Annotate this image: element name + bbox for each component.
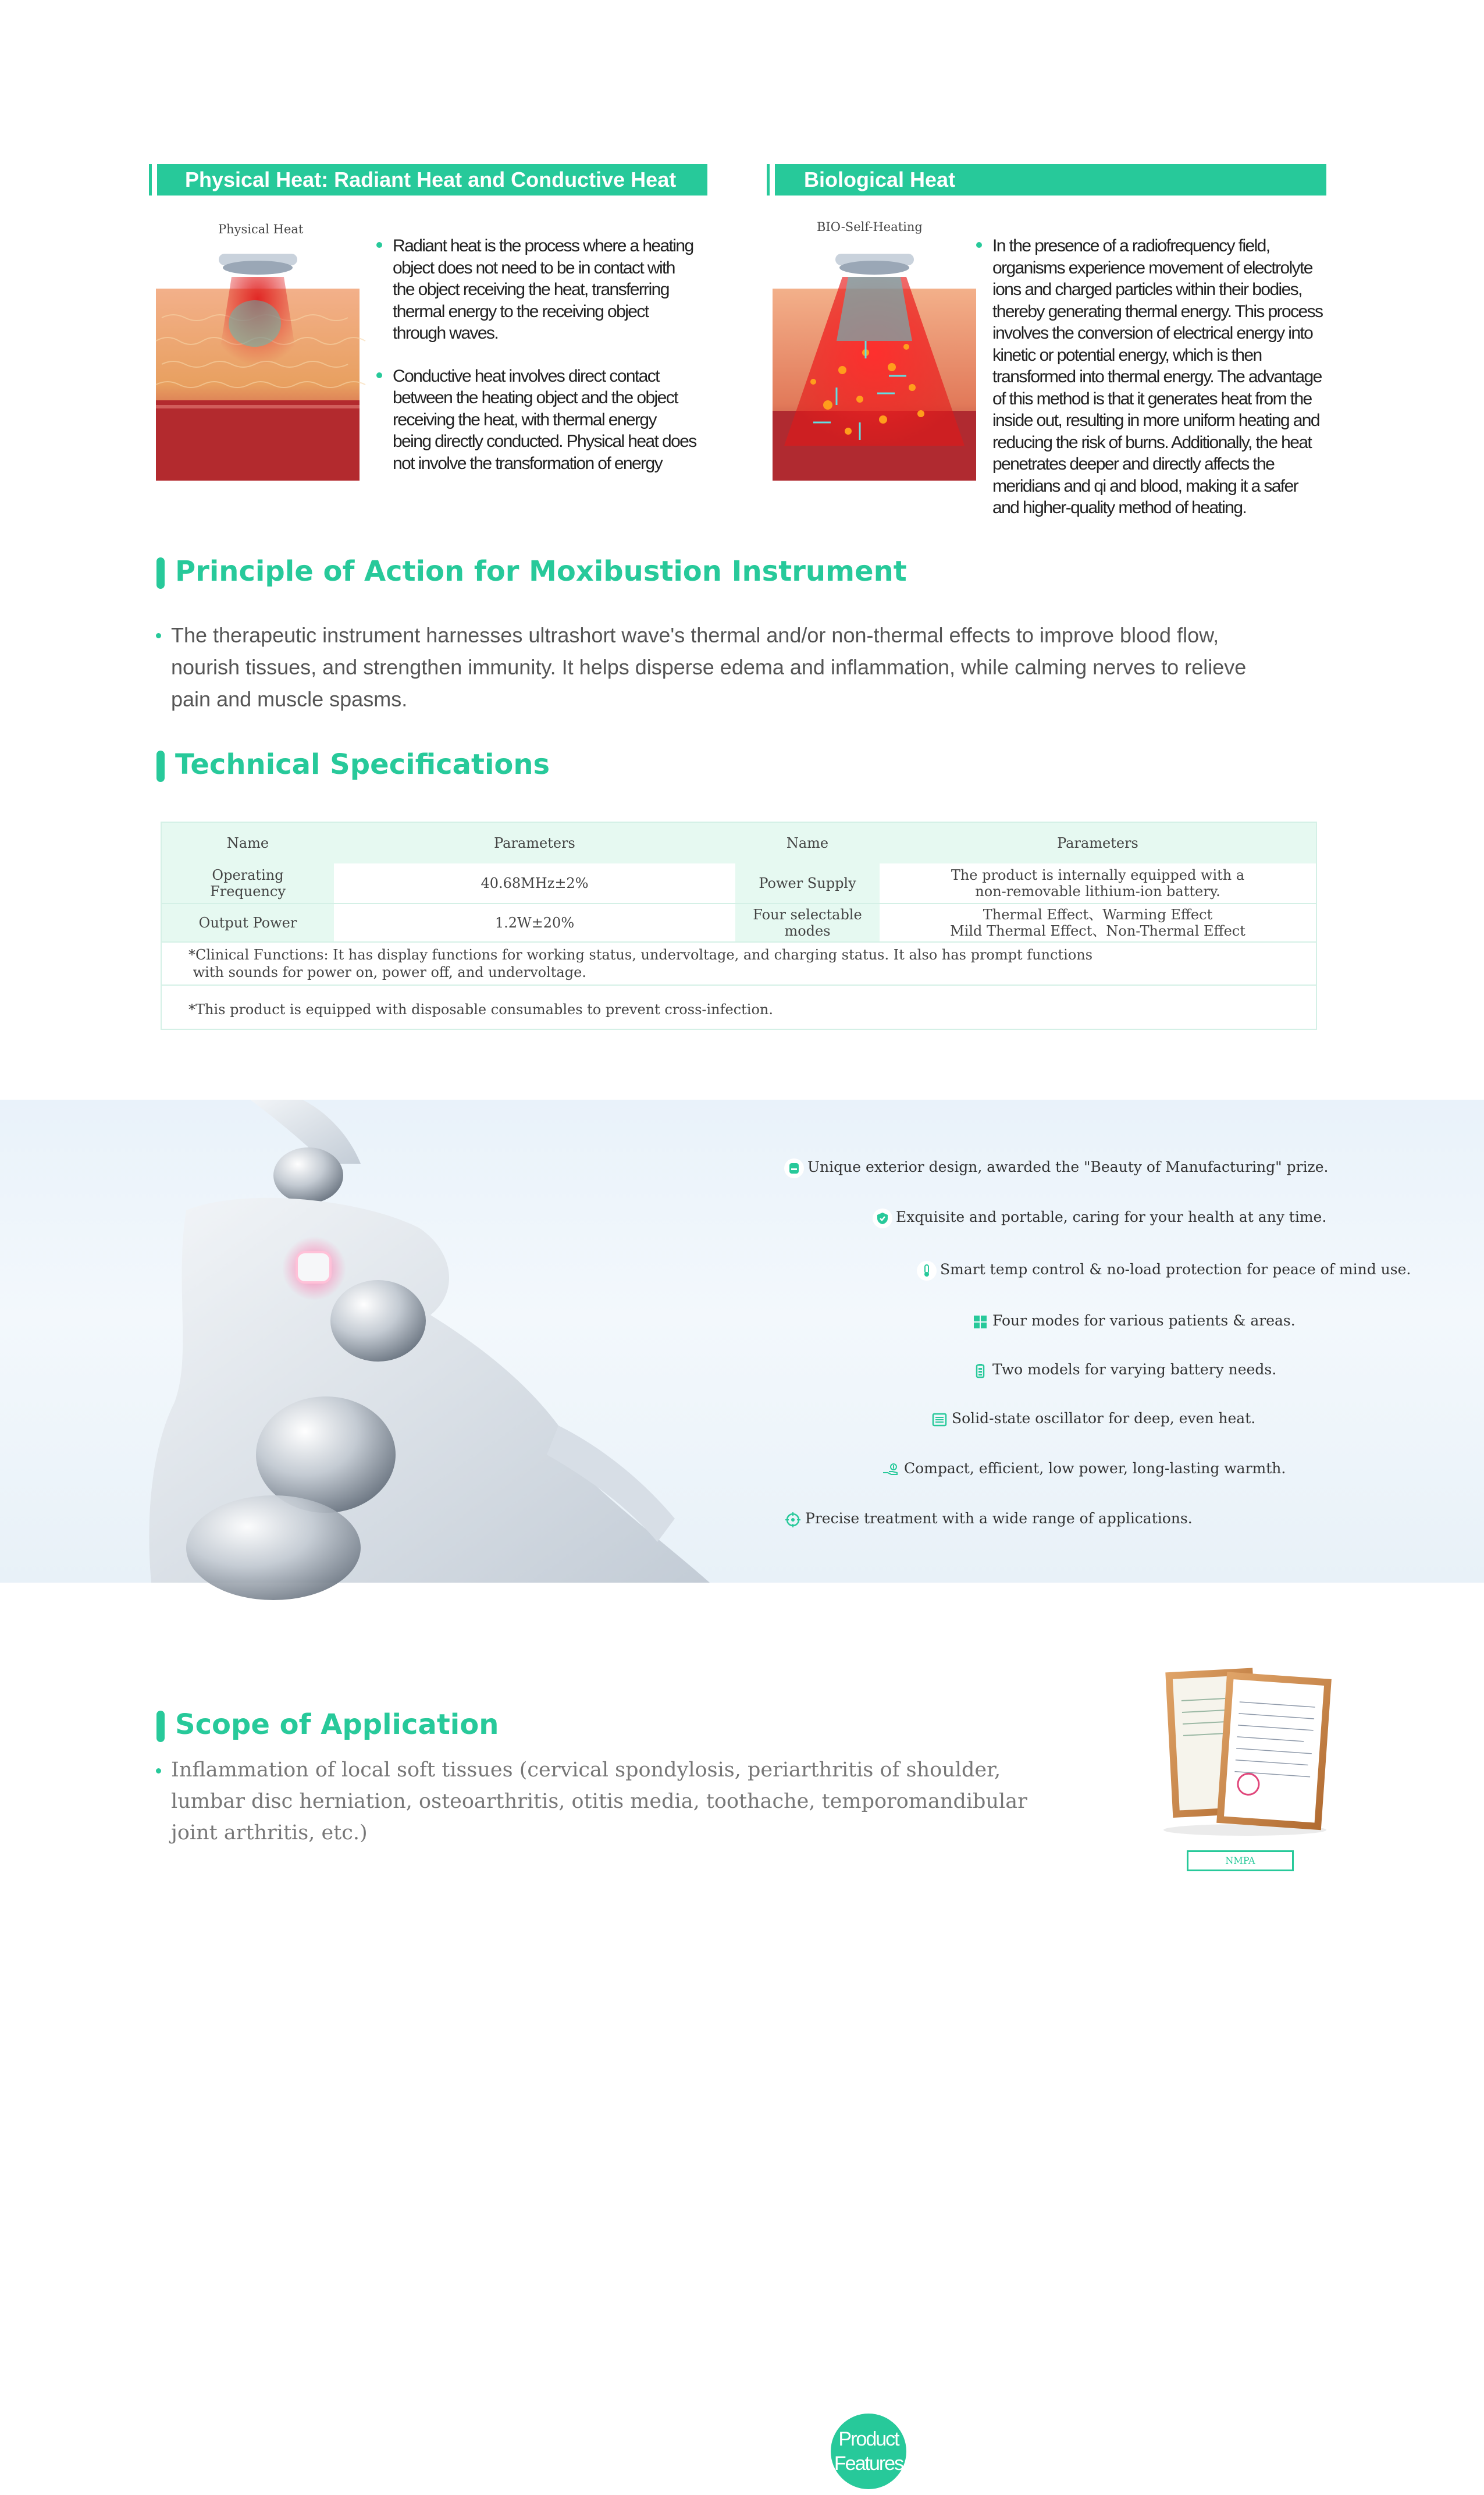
spec-row-value <box>880 904 1316 941</box>
text-line: thermal energy to the receiving object <box>393 301 649 321</box>
spec-row-name: Power Supply <box>735 863 880 903</box>
text-line: involves the conversion of electrical energy into <box>992 324 1313 343</box>
bullet-dot <box>376 242 382 248</box>
conductive-heat-bullet <box>393 365 707 475</box>
text-line: Features <box>834 2453 903 2475</box>
feature-text: Precise treatment with a wide range of applications. <box>805 1510 1193 1527</box>
text-line: not involve the transformation of energy <box>393 453 662 473</box>
text-line: object does not need to be in contact with <box>393 258 675 278</box>
text-line: Operating <box>212 867 284 883</box>
physical-heat-bullets <box>393 235 707 474</box>
text-line: receiving the heat, with thermal energy <box>393 410 656 429</box>
thermometer-icon <box>917 1261 937 1281</box>
principle-paragraph <box>171 619 1334 715</box>
biological-heat-caption: BIO-Self-Heating <box>817 220 923 234</box>
biological-heat-text <box>992 235 1336 519</box>
text-line: Radiant heat is the process where a heating <box>393 236 693 255</box>
spec-row-name: Output Power <box>162 904 334 941</box>
text-line: nourish tissues, and strengthen immunity. It helps disperse edema and inflammation, while calming nerves to relieve <box>171 655 1247 679</box>
bullet-dot <box>376 372 382 378</box>
feature-text: Four modes for various patients & areas. <box>992 1312 1296 1329</box>
shield-check-icon <box>873 1209 892 1228</box>
text-line: thereby generating thermal energy. This process <box>992 301 1323 321</box>
feature-item <box>973 1358 1276 1381</box>
text-line: penetrates deeper and directly affects the <box>992 454 1275 474</box>
text-line: *Clinical Functions: It has display functions for working status, undervoltage, and charging status. It also has prompt functions <box>188 947 1093 963</box>
text-line: with sounds for power on, power off, and undervoltage. <box>188 964 586 980</box>
feature-text: Compact, efficient, low power, long-lasting warmth. <box>904 1460 1286 1477</box>
nmpa-label: NMPA <box>1187 1850 1294 1871</box>
heading-bar <box>156 751 165 782</box>
feature-item <box>882 1457 1286 1480</box>
text-line: reducing the risk of burns. Additionally, the heat <box>992 432 1312 452</box>
table-divider <box>162 985 1316 986</box>
text-line: The product is internally equipped with a <box>951 867 1245 883</box>
spec-header-name: Name <box>735 823 880 863</box>
text-line: between the heating object and the object <box>393 388 678 407</box>
feature-text: Two models for varying battery needs. <box>992 1361 1277 1378</box>
product-features-badge <box>825 2408 912 2495</box>
text-line: pain and muscle spasms. <box>171 687 408 711</box>
bullet-dot <box>976 242 982 248</box>
text-line: Product <box>838 2428 899 2450</box>
physical-heat-banner <box>157 164 707 196</box>
text-line: meridians and qi and blood, making it a safer <box>992 476 1298 496</box>
spec-row-value <box>880 863 1316 903</box>
target-icon <box>785 1512 800 1527</box>
robot-figure-illustration <box>0 1100 756 1583</box>
clinical-functions-note <box>188 946 1293 981</box>
grid-icon <box>973 1314 988 1330</box>
feature-item <box>785 1507 1193 1530</box>
text-line: lumbar disc herniation, osteoarthritis, otitis media, toothache, temporomandibular <box>171 1790 1027 1813</box>
text-line: Thermal Effect、Warming Effect <box>983 907 1213 923</box>
text-line: ions and charged particles within their bodies, <box>992 280 1302 299</box>
feature-item <box>784 1156 1328 1179</box>
heading-bar <box>156 557 165 589</box>
feature-item <box>917 1258 1411 1281</box>
spec-header-parameters: Parameters <box>334 823 735 863</box>
biological-heat-illustration <box>773 254 976 481</box>
feature-item <box>932 1407 1255 1430</box>
text-line: The therapeutic instrument harnesses ultrashort wave's thermal and/or non-thermal effects to improve blood flow, <box>171 623 1219 647</box>
banner-tick <box>149 164 152 196</box>
consumables-note: *This product is equipped with disposable consumables to prevent cross-infection. <box>188 1001 774 1018</box>
battery-icon <box>973 1363 988 1378</box>
text-line: Four selectable <box>753 907 862 923</box>
text-line: being directly conducted. Physical heat does <box>393 432 696 451</box>
text-line: Conductive heat involves direct contact <box>393 366 659 386</box>
nmpa-certificate-image <box>1163 1664 1355 1839</box>
text-line: non-removable lithium-ion battery. <box>975 883 1220 900</box>
feature-text: Smart temp control & no-load protection for peace of mind use. <box>940 1261 1411 1278</box>
principle-heading: Principle of Action for Moxibustion Instrument <box>175 555 907 588</box>
spec-table <box>161 822 1317 1030</box>
spec-row-value: 1.2W±20% <box>494 915 575 931</box>
text-line: modes <box>784 923 831 939</box>
spec-row-value: 40.68MHz±2% <box>481 875 589 891</box>
award-icon <box>784 1158 804 1178</box>
spec-header-parameters: Parameters <box>880 823 1316 863</box>
feature-item <box>973 1309 1296 1332</box>
feature-text: Unique exterior design, awarded the "Beauty of Manufacturing" prize. <box>807 1158 1329 1175</box>
biological-heat-title: Biological Heat <box>804 168 956 191</box>
bullet-dot <box>156 1768 161 1773</box>
scope-heading: Scope of Application <box>175 1708 499 1741</box>
text-line: kinetic or potential energy, which is then <box>992 345 1262 365</box>
text-line: Inflammation of local soft tissues (cervical spondylosis, periarthritis of shoulder, <box>171 1758 1001 1782</box>
table-divider <box>162 941 1316 943</box>
text-line: In the presence of a radiofrequency field, <box>992 236 1270 255</box>
spec-row-name <box>735 904 880 941</box>
text-line: the object receiving the heat, transferring <box>393 280 669 299</box>
text-line: through waves. <box>393 324 499 343</box>
feature-text: Solid-state oscillator for deep, even heat. <box>952 1410 1256 1427</box>
text-line: transformed into thermal energy. The advantage <box>992 367 1322 386</box>
text-line: of this method is that it generates heat from the <box>992 389 1312 408</box>
text-line: Mild Thermal Effect、Non-Thermal Effect <box>950 923 1245 939</box>
text-line: organisms experience movement of electrolyte <box>992 258 1312 278</box>
physical-heat-caption: Physical Heat <box>218 222 304 236</box>
biological-heat-banner <box>775 164 1326 196</box>
oscillator-icon <box>932 1412 947 1427</box>
banner-tick <box>767 164 770 196</box>
text-line: Frequency <box>210 883 286 900</box>
bullet-dot <box>156 633 161 638</box>
feature-item <box>873 1206 1326 1229</box>
physical-heat-illustration <box>156 254 360 481</box>
text-line: and higher-quality method of heating. <box>992 498 1247 517</box>
feature-text: Exquisite and portable, caring for your health at any time. <box>896 1209 1327 1225</box>
text-line: inside out, resulting in more uniform heating and <box>992 411 1319 430</box>
scope-paragraph <box>171 1754 1113 1849</box>
spec-row-name <box>162 863 334 903</box>
biological-heat-bullet <box>992 235 1336 519</box>
specs-heading: Technical Specifications <box>175 748 550 781</box>
heading-bar <box>156 1711 165 1742</box>
radiant-heat-bullet <box>393 235 707 344</box>
hand-coin-icon <box>882 1462 899 1477</box>
text-line: joint arthritis, etc.) <box>171 1821 368 1844</box>
spec-header-name: Name <box>162 823 334 863</box>
product-features-label <box>831 2414 906 2489</box>
physical-heat-title: Physical Heat: Radiant Heat and Conductive Heat <box>185 168 677 191</box>
